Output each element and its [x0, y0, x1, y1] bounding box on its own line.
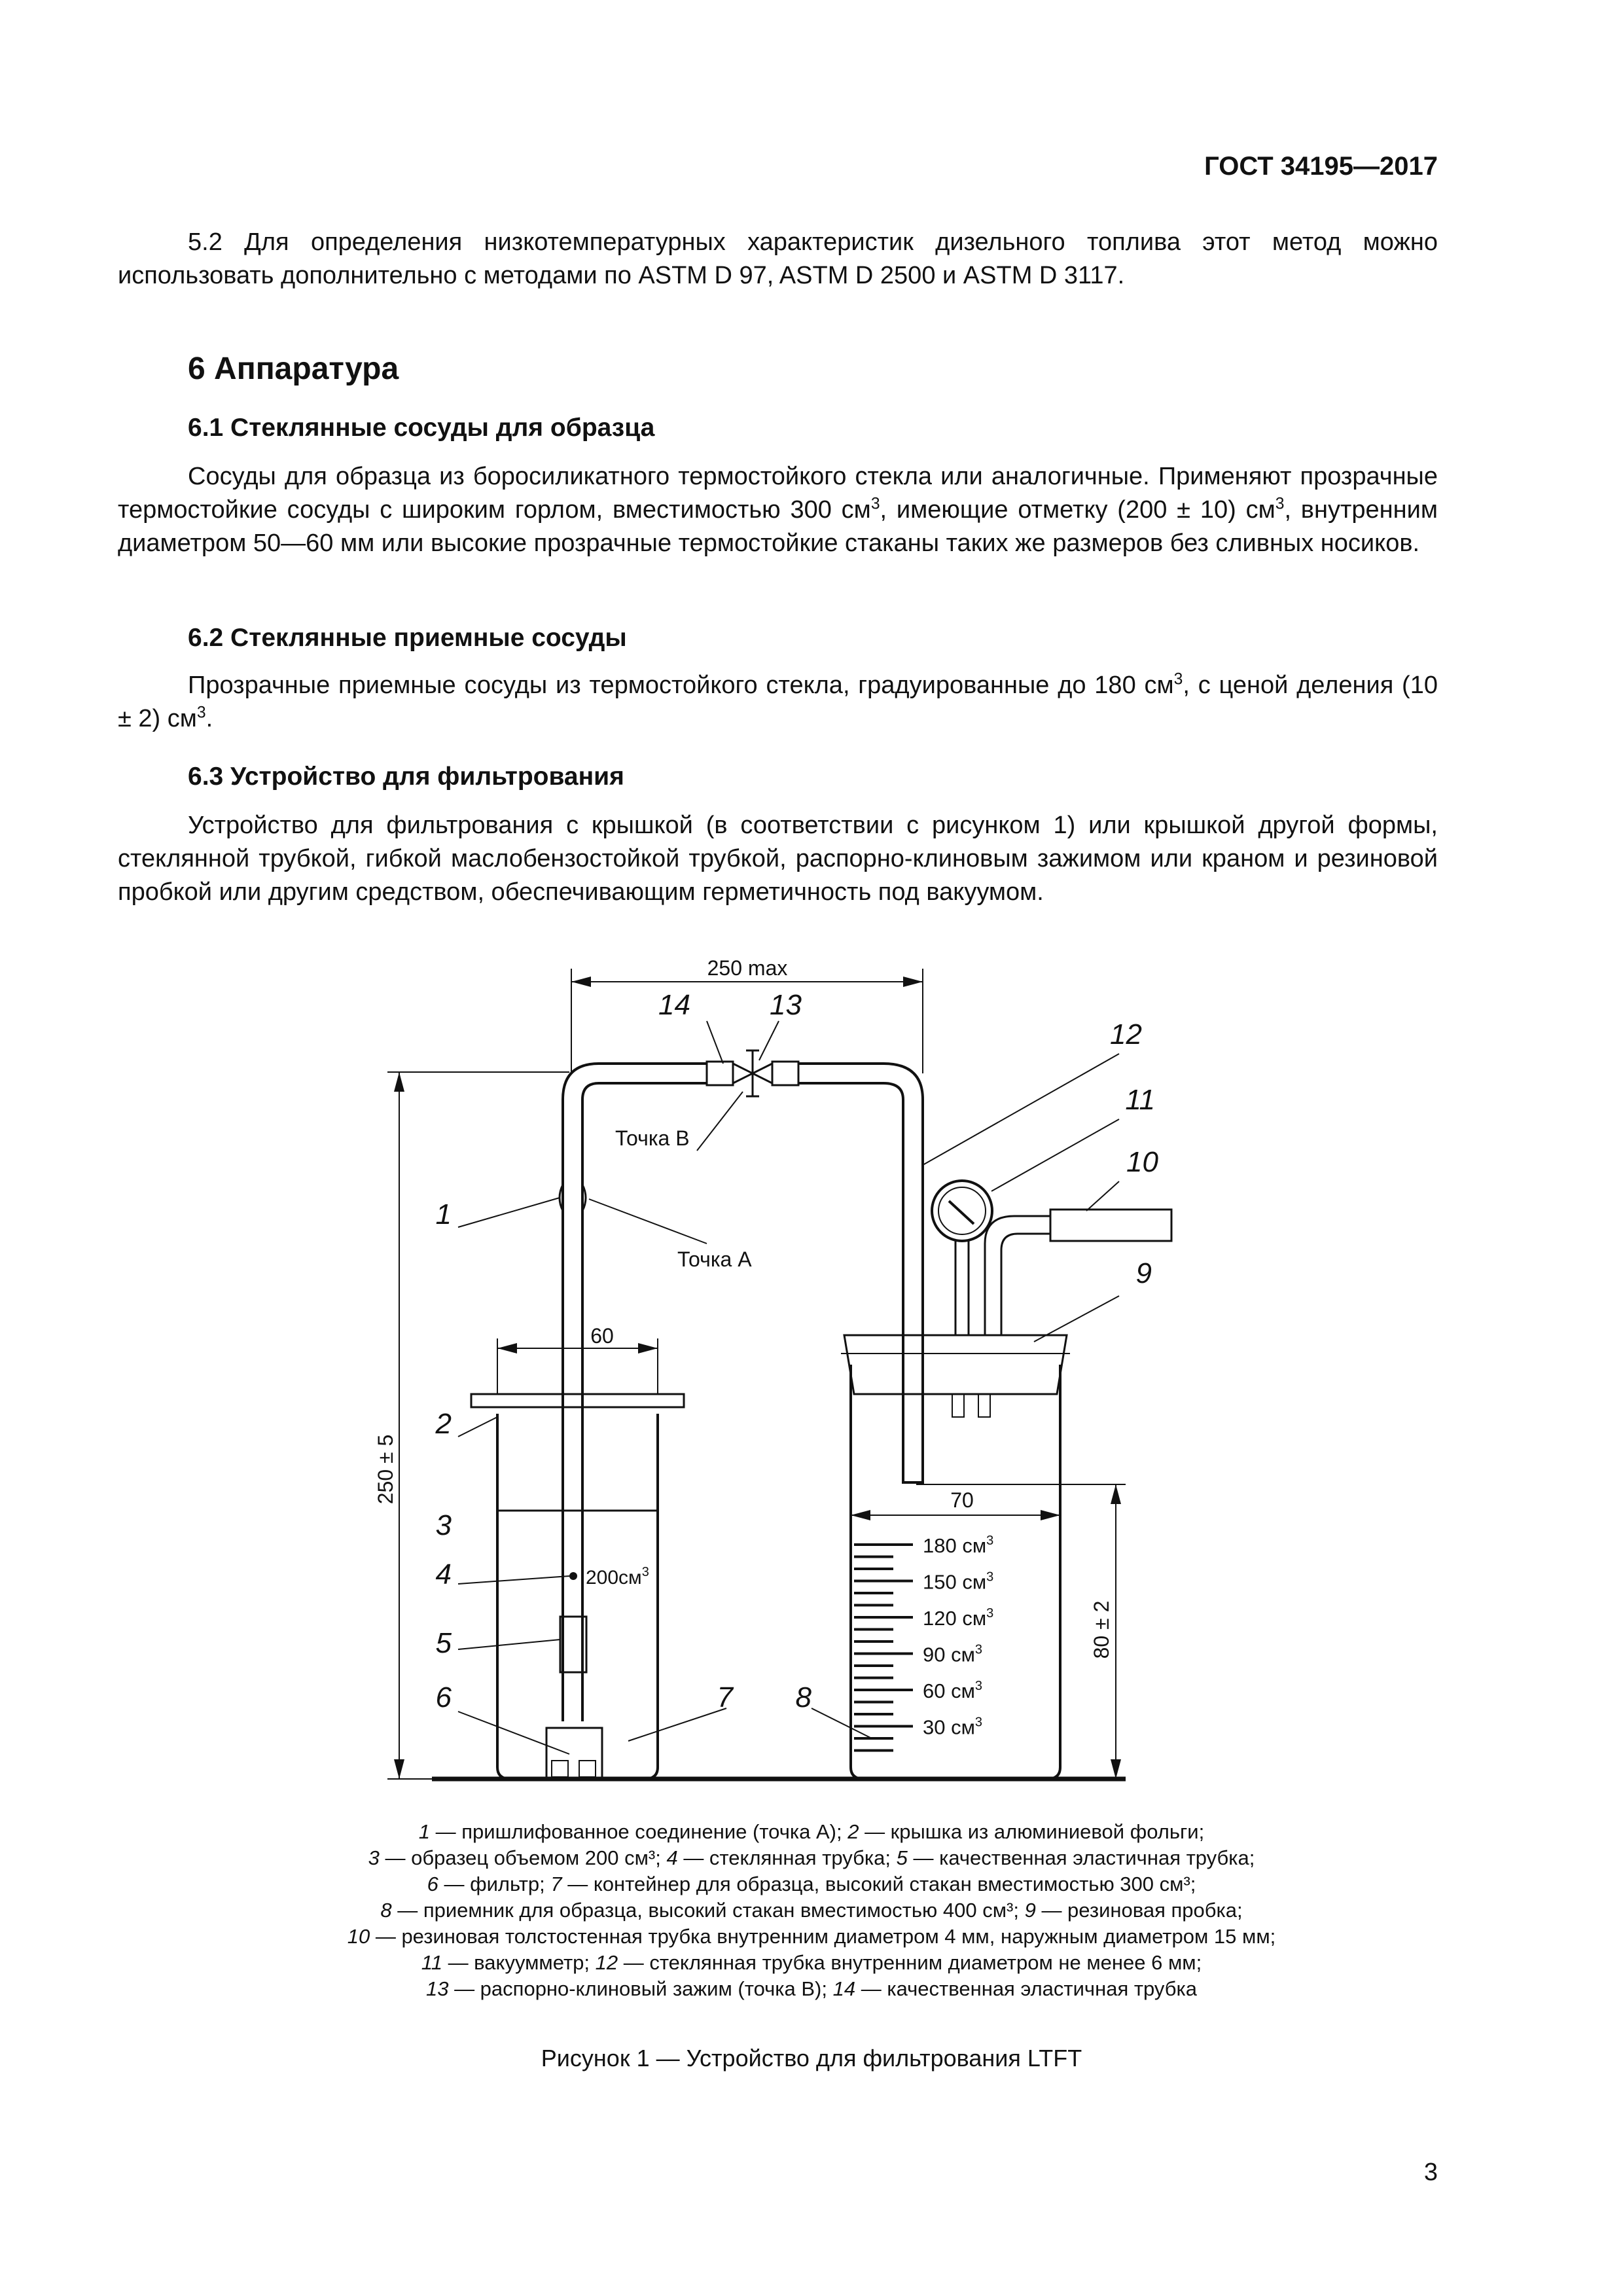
- point-b-label: Точка В: [615, 1126, 690, 1150]
- standard-number: ГОСТ 34195—2017: [1204, 152, 1438, 181]
- mark-200-label: $200см^3$: [586, 1565, 649, 1588]
- dim-70-label: 70: [950, 1488, 974, 1512]
- scale-label: 30 $см^3$: [923, 1715, 983, 1739]
- legend-line: 13 — распорно-клиновый зажим (точка В); 14 — качественная эластичная трубка: [425, 1977, 1198, 2000]
- rubber-tube-10: [1050, 1210, 1171, 1241]
- filter-6: [546, 1728, 602, 1779]
- point-a-label: Точка А: [677, 1247, 752, 1271]
- callout-8: 8: [795, 1681, 812, 1713]
- callout-12: 12: [1110, 1018, 1142, 1050]
- paragraph-6-1: Сосуды для образца из боросиликатного термостойкого стекла или аналогичные. Применяют прозрачные термостойкие сосуды с широким горлом, вместимостью 300 $см^3$, имеющие отметку (200 ± 10) $см^3$, внутренним диаметром 50—60 мм или высокие прозрачные термостойкие стаканы таких же размеров без сливных носиков.: [118, 463, 1438, 557]
- callout-11: 11: [1125, 1084, 1155, 1116]
- dim-left-label: 250 ± 5: [374, 1434, 397, 1505]
- callout-2: 2: [435, 1408, 452, 1440]
- scale-label: 60 $см^3$: [923, 1679, 983, 1702]
- scale-label: 150 $см^3$: [923, 1570, 994, 1594]
- callout-13: 13: [770, 989, 802, 1021]
- dim-right-label: 80 ± 2: [1090, 1600, 1113, 1659]
- foil-lid: [471, 1394, 684, 1407]
- legend-line: 6 — фильтр; 7 — контейнер для образца, высокий стакан вместимостью 300 см³;: [427, 1873, 1196, 1895]
- legend-line: 3 — образец объемом 200 см³; 4 — стеклянная трубка; 5 — качественная эластичная трубка;: [368, 1846, 1255, 1869]
- scale-label: 180 $см^3$: [923, 1534, 994, 1557]
- callout-3: 3: [435, 1509, 452, 1541]
- callout-4: 4: [435, 1558, 452, 1590]
- rubber-stopper-9: [844, 1335, 1067, 1394]
- dim-top-label: 250 max: [707, 956, 788, 980]
- scale-label: 120 $см^3$: [923, 1606, 994, 1630]
- paragraph-6-3: Устройство для фильтрования с крышкой (в соответствии с рисунком 1) или крышкой другой формы, стеклянной трубкой, гибкой маслобензостойкой трубкой, распорно-клиновым зажимом или краном и резиновой пробкой или другим средством, обеспечивающим герметичность под вакуумом.: [118, 812, 1438, 906]
- page-number: 3: [1423, 2159, 1438, 2186]
- section-6-heading: 6 Аппаратура: [188, 351, 399, 386]
- paragraph-6-2: Прозрачные приемные сосуды из термостойкого стекла, градуированные до 180 $см^3$, с ценой деления (10 ± 2) $см^3$.: [118, 670, 1438, 732]
- scale-label: 90 $см^3$: [923, 1642, 983, 1666]
- callout-1: 1: [435, 1198, 452, 1230]
- legend-line: 8 — приемник для образца, высокий стакан вместимостью 400 см³; 9 — резиновая пробка;: [380, 1899, 1243, 1922]
- callout-6: 6: [435, 1681, 452, 1713]
- elastic-tube-14: [707, 1062, 733, 1085]
- callout-10: 10: [1126, 1146, 1158, 1178]
- callout-9: 9: [1135, 1257, 1152, 1289]
- section-6-1-heading: 6.1 Стеклянные сосуды для образца: [188, 414, 655, 442]
- legend-line: 10 — резиновая толстостенная трубка внутренним диаметром 4 мм, наружным диаметром 15 мм;: [347, 1925, 1276, 1948]
- dim-60-label: 60: [590, 1324, 614, 1348]
- paragraph-5-2: 5.2 Для определения низкотемпературных характеристик дизельного топлива этот метод можно использовать дополнительно с методами по ASTM D 97, ASTM D 2500 и ASTM D 3117.: [118, 228, 1438, 289]
- legend-line: 1 — пришлифованное соединение (точка А); 2 — крышка из алюминиевой фольги;: [418, 1820, 1205, 1843]
- vacuum-gauge-11: [932, 1181, 992, 1241]
- section-6-2-heading: 6.2 Стеклянные приемные сосуды: [188, 624, 627, 652]
- callout-14: 14: [658, 989, 690, 1021]
- callout-5: 5: [435, 1627, 452, 1659]
- figure-title: Рисунок 1 — Устройство для фильтрования LTFT: [541, 2045, 1082, 2072]
- legend-line: 11 — вакуумметр; 12 — стеклянная трубка внутренним диаметром не менее 6 мм;: [421, 1951, 1202, 1974]
- section-6-3-heading: 6.3 Устройство для фильтрования: [188, 762, 624, 791]
- callout-7: 7: [717, 1681, 733, 1713]
- glass-tube-4: [563, 1064, 707, 1721]
- sample-container: [497, 1414, 658, 1779]
